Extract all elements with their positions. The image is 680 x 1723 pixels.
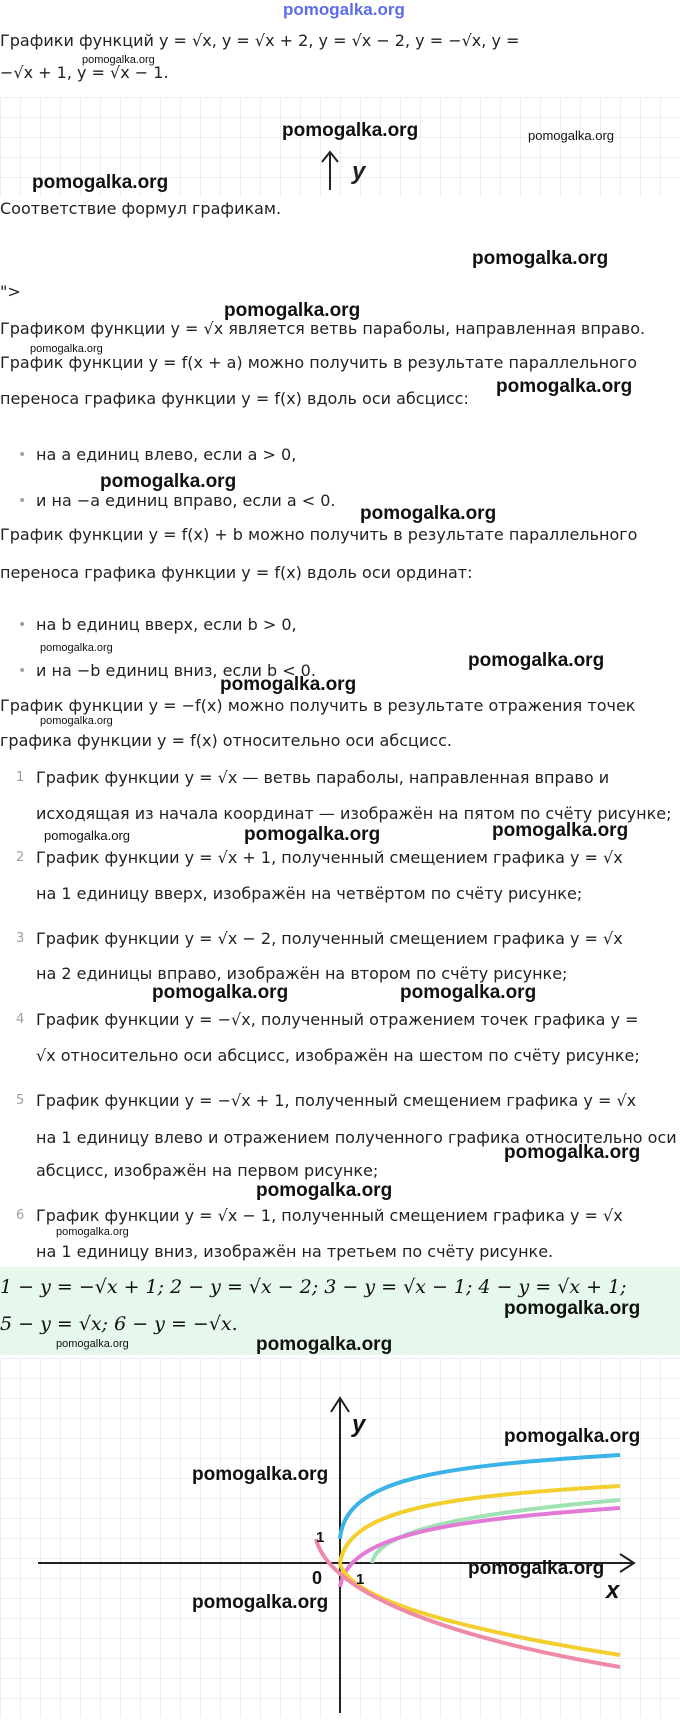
watermark: pomogalka.org	[40, 642, 113, 654]
item-5-line3: абсцисс, изображён на первом рисунке;	[36, 1161, 379, 1180]
watermark: pomogalka.org	[30, 343, 103, 355]
item-6-line2: на 1 единицу вниз, изображён на третьем по счёту рисунке.	[36, 1242, 554, 1261]
graph-y-tick: 1	[316, 1529, 325, 1546]
item-1-line2: исходящая из начала координат — изображён на пятом по счёту рисунке;	[36, 804, 672, 823]
item-4-line1: График функции y = −√x, полученный отражением точек графика y =	[36, 1010, 639, 1029]
bullet-dot: •	[18, 617, 27, 633]
item-2-line1: График функции y = √x + 1, полученный смещением графика y = √x	[36, 848, 623, 867]
item-number: 1	[16, 770, 25, 785]
theory-p4-line1: График функции y = −f(x) можно получить в результате отражения точек	[0, 696, 636, 715]
answer-line-1: 1 − y = −√x + 1; 2 − y = √x − 2; 3 − y = √x − 1; 4 − y = √x + 1;	[0, 1276, 627, 1298]
watermark: pomogalka.org	[468, 1558, 605, 1579]
watermark: pomogalka.org	[504, 1426, 641, 1447]
graph-x-label: x	[606, 1577, 620, 1604]
theory-p2-line2: переноса графика функции y = f(x) вдоль оси абсцисс:	[0, 389, 469, 408]
watermark: pomogalka.org	[56, 1226, 129, 1238]
item-3-line1: График функции y = √x − 2, полученный смещением графика y = √x	[36, 929, 623, 948]
watermark: pomogalka.org	[256, 1180, 393, 1201]
watermark: pomogalka.org	[256, 1334, 393, 1355]
graph-x-tick: 1	[356, 1571, 365, 1588]
watermark: pomogalka.org	[56, 1338, 129, 1350]
curve-yellow-upper	[340, 1486, 620, 1563]
watermark: pomogalka.org	[282, 120, 419, 141]
watermark: pomogalka.org	[32, 172, 169, 193]
title-line-1: Графики функций y = √x, y = √x + 2, y = √x − 2, y = −√x, y =	[0, 31, 520, 50]
bullet-y-1: на b единиц вверх, если b > 0,	[36, 615, 297, 634]
watermark: pomogalka.org	[100, 471, 237, 492]
bullet-dot: •	[18, 663, 27, 679]
bullet-x-2: и на −a единиц вправо, если a < 0.	[36, 491, 336, 510]
theory-p3-line1: График функции y = f(x) + b можно получить в результате параллельного	[0, 525, 638, 544]
watermark: pomogalka.org	[400, 982, 537, 1003]
watermark: pomogalka.org	[224, 300, 361, 321]
item-number: 6	[16, 1208, 25, 1223]
stray-text: ">	[0, 282, 21, 301]
item-number: 4	[16, 1012, 25, 1027]
function-graph	[0, 1358, 680, 1718]
top-watermark: pomogalka.org	[283, 0, 405, 19]
answer-line-2: 5 − y = √x; 6 − y = −√x.	[0, 1313, 238, 1335]
watermark: pomogalka.org	[468, 650, 605, 671]
watermark: pomogalka.org	[492, 820, 629, 841]
watermark: pomogalka.org	[360, 503, 497, 524]
watermark: pomogalka.org	[472, 248, 609, 269]
watermark: pomogalka.org	[44, 828, 130, 843]
theory-p2-line1: График функции y = f(x + a) можно получить в результате параллельного	[0, 353, 638, 372]
bullet-x-1: на a единиц влево, если a > 0,	[36, 445, 297, 464]
item-4-line2: √x относительно оси абсцисс, изображён на шестом по счёту рисунке;	[36, 1046, 640, 1065]
watermark: pomogalka.org	[152, 982, 289, 1003]
y-axis-label: y	[352, 158, 366, 185]
watermark: pomogalka.org	[82, 54, 155, 66]
item-1-line1: График функции y = √x — ветвь параболы, направленная вправо и	[36, 768, 610, 787]
item-3-line2: на 2 единицы вправо, изображён на втором по счёту рисунке;	[36, 964, 568, 983]
watermark: pomogalka.org	[192, 1464, 329, 1485]
title-line-2: −√x + 1, y = √x − 1.	[0, 63, 169, 82]
graph-y-label: y	[352, 1411, 366, 1438]
watermark: pomogalka.org	[528, 128, 614, 143]
bullet-dot: •	[18, 493, 27, 509]
theory-p1: Графиком функции y = √x является ветвь параболы, направленная вправо.	[0, 319, 646, 338]
bullet-y-2: и на −b единиц вниз, если b < 0.	[36, 661, 316, 680]
watermark: pomogalka.org	[504, 1298, 641, 1319]
item-2-line2: на 1 единицу вверх, изображён на четвёртом по счёту рисунке;	[36, 884, 583, 903]
theory-p4-line2: графика функции y = f(x) относительно оси абсцисс.	[0, 731, 452, 750]
item-5-line1: График функции y = −√x + 1, полученный смещением графика y = √x	[36, 1091, 637, 1110]
item-number: 3	[16, 931, 25, 946]
item-number: 5	[16, 1093, 25, 1108]
watermark: pomogalka.org	[40, 715, 113, 727]
item-5-line2: на 1 единицу влево и отражением полученного графика относительно оси	[36, 1128, 677, 1147]
watermark: pomogalka.org	[192, 1592, 329, 1613]
watermark: pomogalka.org	[504, 1142, 641, 1163]
item-6-line1: График функции y = √x − 1, полученный смещением графика y = √x	[36, 1206, 623, 1225]
bullet-dot: •	[18, 447, 27, 463]
graph-origin-label: 0	[312, 1568, 323, 1588]
watermark: pomogalka.org	[220, 674, 357, 695]
item-number: 2	[16, 850, 25, 865]
caption: Соответствие формул графикам.	[0, 199, 282, 218]
watermark: pomogalka.org	[496, 376, 633, 397]
watermark: pomogalka.org	[244, 824, 381, 845]
theory-p3-line2: переноса графика функции y = f(x) вдоль оси ординат:	[0, 563, 473, 582]
